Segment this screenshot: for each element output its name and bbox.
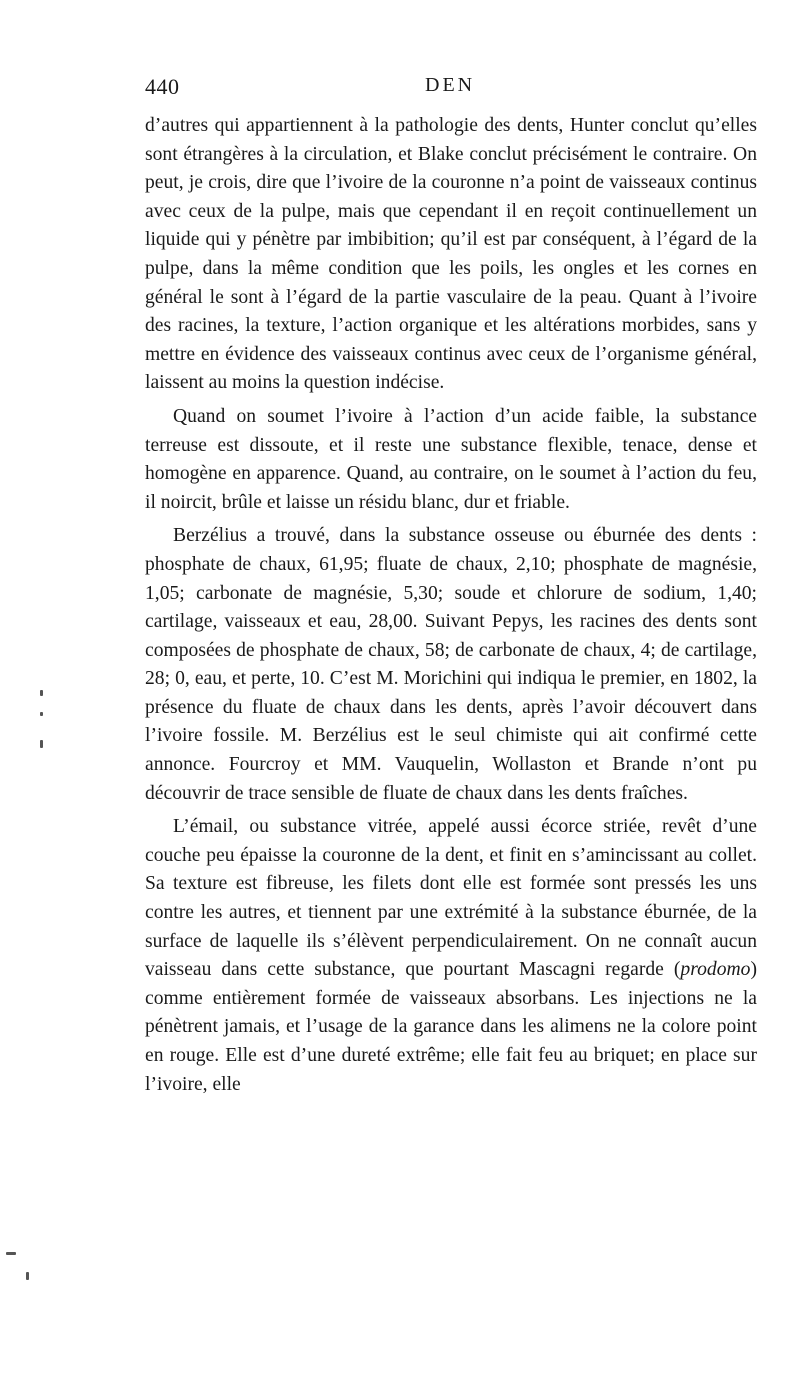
scan-speck	[40, 712, 43, 716]
scan-speck	[40, 690, 43, 696]
scan-speck	[6, 1252, 16, 1255]
paragraph-text: ) comme entièrement formée de vaisseaux absorbans. Les injections ne la pénètrent jamais, et l’usage de la garance dans les alimens ne la colore point en rouge. Elle est d’une dureté extrême; elle fait feu au briquet; en place sur l’ivoire, elle	[145, 959, 757, 1095]
page-header	[145, 74, 757, 104]
paragraph-text: L’émail, ou substance vitrée, appelé aussi écorce striée, revêt d’une couche peu épaisse la couronne de la dent, et finit en s’amincissant au collet. Sa texture est fibreuse, les filets dont elle est formée sont pressés les uns contre les autres, et tiennent par une extrémité à la substance éburnée, de la surface de laquelle ils s’élèvent perpendiculairement. On ne connaît aucun vaisseau dans cette substance, que pourtant Mascagni regarde (	[145, 816, 757, 981]
paragraph: Quand on soumet l’ivoire à l’action d’un acide faible, la substance terreuse est dissoute, et il reste une substance flexible, tenace, dense et homogène en apparence. Quand, au contraire, on le soumet à l’action du feu, il noircit, brûle et laisse un résidu blanc, dur et friable.	[145, 405, 757, 513]
paragraph	[145, 813, 757, 1099]
italic-term: prodomo	[680, 959, 751, 981]
body-text	[145, 112, 757, 1099]
scan-speck	[40, 740, 43, 748]
page-number: 440	[145, 74, 180, 99]
paragraph: d’autres qui appartiennent à la pathologie des dents, Hunter conclut qu’elles sont étrangères à la circulation, et Blake conclut précisément le contraire. On peut, je crois, dire que l’ivoire de la couronne n’a point de vaisseaux continus avec ceux de la pulpe, mais que cependant il en reçoit continuellement un liquide qui y pénètre par imbibition; qu’il est par conséquent, à l’égard de la pulpe, dans la même condition que les poils, les ongles et les cornes en général le sont à l’égard de la partie vasculaire de la peau. Quant à l’ivoire des racines, la texture, l’action organique et les altérations morbides, sans y mettre en évidence des vaisseaux continus avec ceux de l’organisme général, laissent au moins la question indécise.	[145, 115, 757, 394]
scan-speck	[26, 1272, 29, 1280]
paragraph: Berzélius a trouvé, dans la substance osseuse ou éburnée des dents : phosphate de chaux, 61,95; fluate de chaux, 2,10; phosphate de magnésie, 1,05; carbonate de magnésie, 5,30; soude et chlorure de sodium, 1,40; cartilage, vaisseaux et eau, 28,00. Suivant Pepys, les racines des dents sont composées de phosphate de chaux, 58; de carbonate de chaux, 4; de cartilage, 28; 0, eau, et perte, 10. C’est M. Morichini qui indiqua le premier, en 1802, la présence du fluate de chaux dans les dents, après l’avoir découvert dans l’ivoire fossile. M. Berzélius est le seul chimiste qui ait confirmé cette annonce. Fourcroy et MM. Vauquelin, Wollaston et Brande n’ont pu découvrir de trace sensible de fluate de chaux dans les dents fraîches.	[145, 525, 757, 804]
running-head: DEN	[425, 74, 476, 96]
